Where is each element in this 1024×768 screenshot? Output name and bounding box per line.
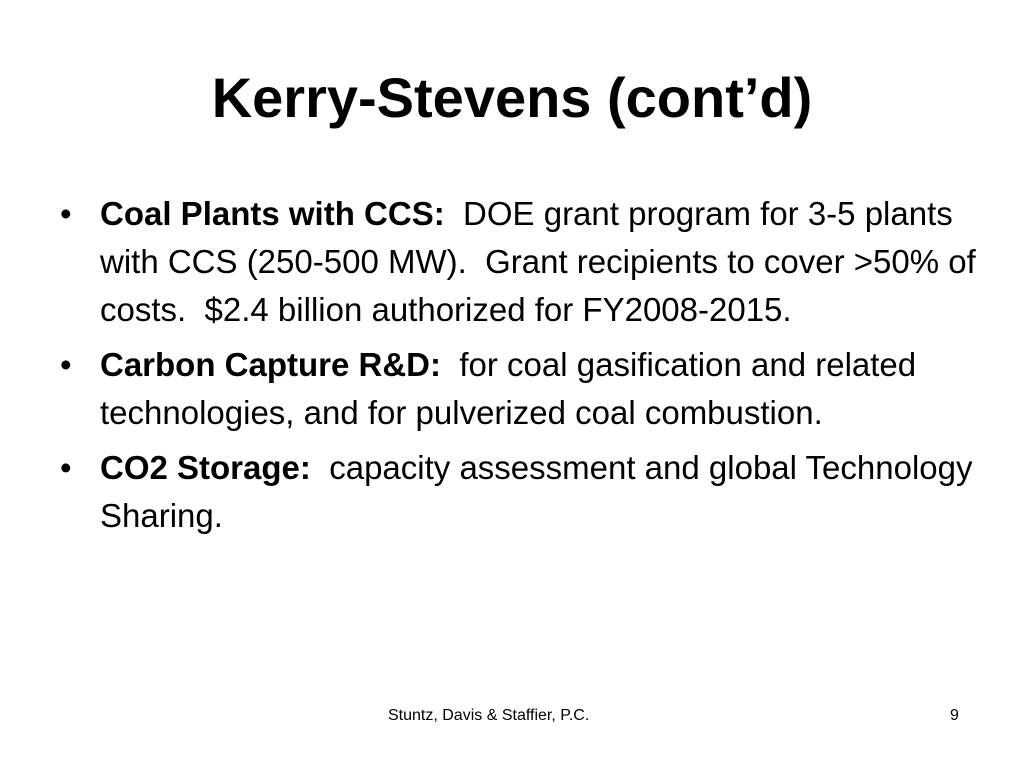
bullet-text: capacity assessment and global Technology Sharing. [100,449,982,534]
bullet-heading: Coal Plants with CCS: [100,195,445,232]
bullet-marker: • [60,449,72,486]
bullet-marker: • [60,346,72,383]
bullet-text: for coal gasification and related technologies, and for pulverized coal combustion. [100,346,926,431]
page-number: 9 [950,707,959,724]
bullet-heading: Carbon Capture R&D: [100,346,442,383]
bullet-item-carbon-capture [60,341,980,437]
bullet-text: DOE grant program for 3-5 plants with CCS (250-500 MW). Grant recipients to cover >50% of costs. $2.4 billion authorized for FY2008-2015. [100,195,985,328]
slide-title: Kerry-Stevens (cont’d) [211,66,813,129]
bullet-list [60,190,985,547]
bullet-item-coal-plants [60,190,985,334]
footer-text: Stuntz, Davis & Staffier, P.C. [388,707,590,724]
bullet-marker: • [60,195,72,232]
bullet-item-co2-storage [60,444,980,540]
bullet-heading: CO2 Storage: [100,449,311,486]
